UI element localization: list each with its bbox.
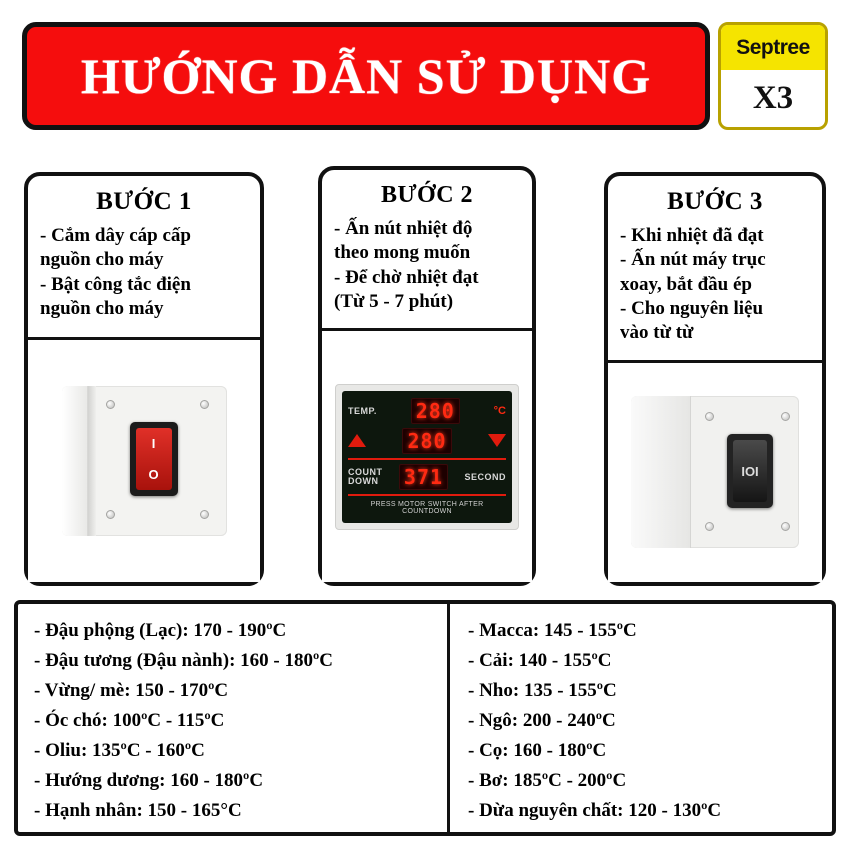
temp-label: TEMP. — [348, 405, 377, 416]
step-1-line-4: nguồn cho máy — [40, 297, 164, 319]
panel-left-edge — [631, 396, 691, 548]
power-switch-red — [136, 428, 172, 490]
down-label: DOWN — [348, 475, 379, 486]
rocker-switch-red-image — [62, 386, 227, 536]
step-card-2 — [318, 166, 536, 586]
arrow-up-icon[interactable] — [348, 434, 366, 447]
brand-logo-bottom — [721, 70, 825, 127]
header-banner — [22, 22, 710, 130]
controller-set-row — [348, 426, 506, 456]
step-3-title: BƯỚC 3 — [667, 188, 763, 215]
list-item: - Nho: 135 - 155ºC — [468, 680, 617, 702]
controller-footer-text: PRESS MOTOR SWITCH AFTER COUNTDOWN — [370, 500, 484, 515]
step-1-line-2: nguồn cho máy — [40, 249, 164, 271]
temperature-column-right — [450, 604, 832, 832]
brand-model: X3 — [752, 80, 794, 117]
step-2-title: BƯỚC 2 — [380, 182, 474, 208]
controller-temp-row — [348, 396, 506, 426]
switch-label-on: I — [151, 436, 156, 452]
step-1-line-3: - Bật công tắc điện — [40, 273, 191, 295]
screw-icon — [781, 412, 790, 421]
screw-icon — [200, 400, 209, 409]
step-1-title: BƯỚC 1 — [96, 188, 192, 215]
step-2-line-3: - Để chờ nhiệt đạt — [334, 266, 479, 288]
steps-container — [0, 166, 850, 590]
temp-unit: °C — [493, 404, 506, 417]
temperature-column-left — [18, 604, 450, 832]
step-2-line-1: - Ấn nút nhiệt độ — [334, 218, 473, 239]
temperature-table — [14, 600, 836, 836]
rocker-switch-black-image — [631, 396, 799, 548]
step-1-photo — [28, 340, 260, 582]
list-item: - Hướng dương: 160 - 180ºC — [34, 770, 264, 792]
step-3-line-4: - Cho nguyên liệu — [620, 297, 764, 319]
screw-icon — [705, 522, 714, 531]
step-2-line-4: (Từ 5 - 7 phút) — [334, 290, 454, 312]
list-item: - Ngô: 200 - 240ºC — [468, 710, 616, 732]
screw-icon — [106, 510, 115, 519]
temperature-controller-image — [335, 384, 519, 530]
screw-icon — [705, 412, 714, 421]
switch-label-off: O — [148, 467, 159, 483]
step-3-line-3: xoay, bắt đầu ép — [620, 273, 752, 295]
list-item: - Cải: 140 - 155ºC — [468, 650, 612, 672]
screw-icon — [200, 510, 209, 519]
brand-logo — [718, 22, 828, 130]
countdown-display: 371 — [399, 464, 448, 490]
step-2-body — [322, 217, 532, 322]
step-1-body — [28, 224, 260, 329]
step-3-line-2: - Ấn nút máy trục — [620, 249, 766, 271]
panel-left-edge — [62, 386, 88, 536]
screw-icon — [781, 522, 790, 531]
second-label: SECOND — [464, 471, 506, 482]
list-item: - Hạnh nhân: 150 - 165°C — [34, 800, 242, 822]
controller-divider-2 — [348, 494, 506, 496]
list-item: - Dừa nguyên chất: 120 - 130ºC — [468, 800, 722, 822]
list-item: - Macca: 145 - 155ºC — [468, 620, 637, 641]
countdown-label — [348, 468, 383, 486]
switch-housing — [727, 434, 773, 508]
list-item: - Óc chó: 100ºC - 115ºC — [34, 710, 225, 732]
step-3-line-5: vào từ từ — [620, 322, 694, 344]
panel-seam — [88, 386, 96, 536]
step-3-line-1: - Khi nhiệt đã đạt — [620, 225, 764, 246]
step-2-photo — [322, 331, 532, 582]
motor-switch-black: IOI — [733, 440, 767, 502]
brand-logo-top — [721, 25, 825, 70]
list-item: - Đậu phộng (Lạc): 170 - 190ºC — [34, 620, 287, 641]
list-item: - Bơ: 185ºC - 200ºC — [468, 770, 627, 792]
step-3-body — [608, 224, 822, 354]
step-card-1 — [24, 172, 264, 586]
list-item: - Đậu tương (Đậu nành): 160 - 180ºC — [34, 650, 333, 672]
step-card-3 — [604, 172, 826, 586]
page-title: HƯỚNG DẪN SỬ DỤNG — [80, 47, 652, 104]
list-item: - Oliu: 135ºC - 160ºC — [34, 740, 205, 762]
controller-screen — [342, 391, 512, 523]
step-1-line-1: - Cắm dây cáp cấp — [40, 225, 191, 246]
step-3-photo — [608, 363, 822, 582]
count-label: COUNT — [348, 466, 383, 477]
brand-name: Septree — [736, 35, 810, 59]
temp-display: 280 — [411, 398, 460, 424]
controller-countdown-row — [348, 462, 506, 492]
screw-icon — [106, 400, 115, 409]
switch-housing — [130, 422, 178, 496]
step-2-line-2: theo mong muốn — [334, 242, 471, 264]
controller-divider — [348, 458, 506, 460]
list-item: - Vừng/ mè: 150 - 170ºC — [34, 680, 229, 702]
list-item: - Cọ: 160 - 180ºC — [468, 740, 607, 762]
arrow-down-icon[interactable] — [488, 434, 506, 447]
setpoint-display: 280 — [402, 428, 451, 454]
